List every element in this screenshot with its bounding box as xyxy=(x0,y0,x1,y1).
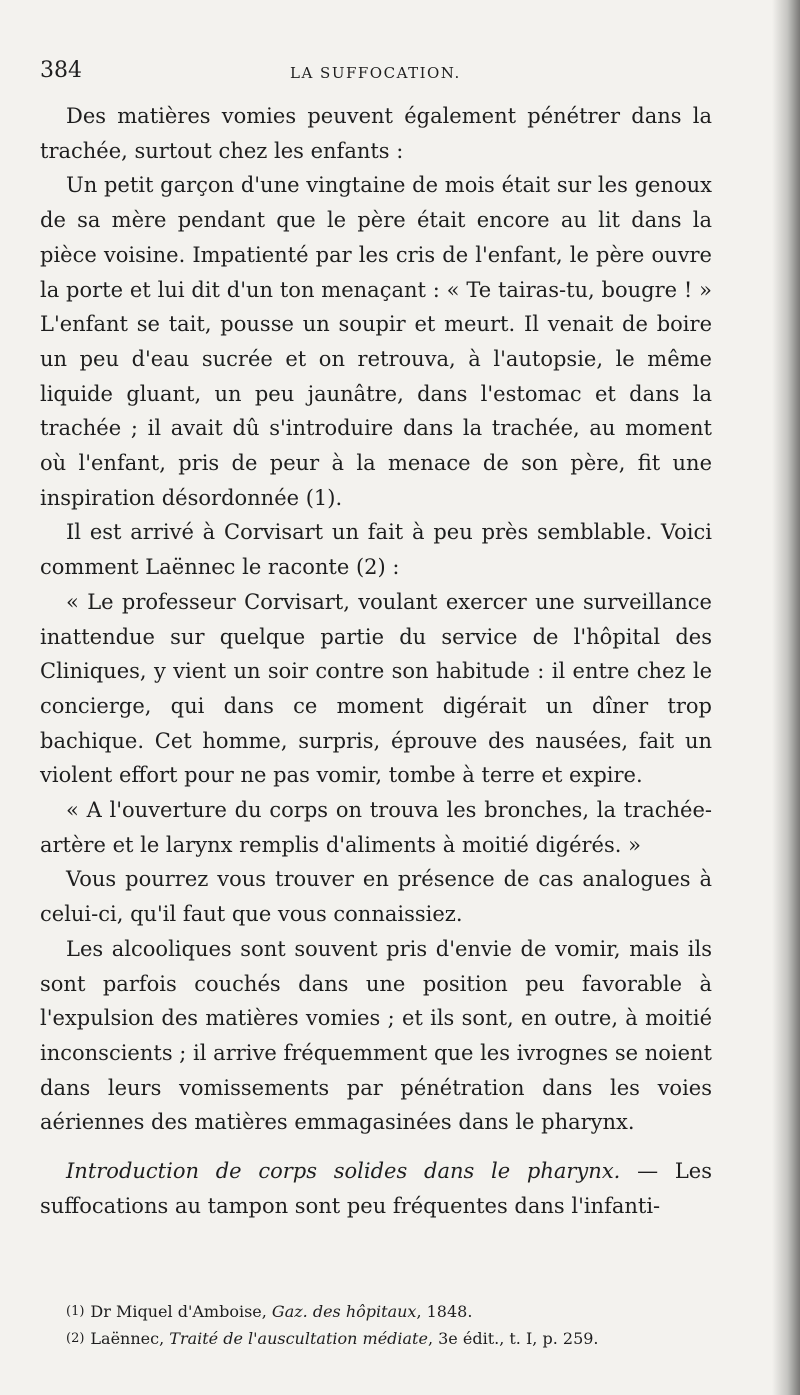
section-text: — Les suffocations au tampon sont peu fréquentes dans l'infanti- xyxy=(40,1159,712,1218)
body-text xyxy=(40,99,712,1224)
footnote xyxy=(66,1325,706,1352)
quote-paragraph: « Le professeur Corvisart, voulant exercer une surveillance inattendue sur quelque partie du service de l'hôpital des Cliniques, y vient un soir contre son habitude : il entre chez le concierge, qui dans ce moment digérait un dîner trop bachique. Cet homme, surpris, éprouve des nausées, fait un violent effort pour ne pas vomir, tombe à terre et expire. xyxy=(40,589,712,788)
footnote-mark: (2) xyxy=(66,1331,85,1346)
page-number: 384 xyxy=(40,58,82,83)
footnote-work: Gaz. des hôpitaux xyxy=(271,1302,417,1321)
footnote-rest: , 3e édit., t. I, p. 259. xyxy=(427,1329,599,1348)
section-paragraph xyxy=(40,1154,712,1223)
footnote-mark: (1) xyxy=(66,1304,85,1319)
page-edge-shadow xyxy=(772,0,800,1395)
paragraph: Vous pourrez vous trouver en présence de cas analogues à celui-ci, qu'il faut que vous connaissiez. xyxy=(40,867,712,927)
footnotes xyxy=(66,1298,706,1352)
paragraph: Les alcooliques sont souvent pris d'envie de vomir, mais ils sont parfois couchés dans une position peu favorable à l'expulsion des matières vomies ; et ils sont, en outre, à moitié inconscients ; il arrive fréquemment que les ivrognes se noient dans leurs vomissements par pénétration dans les voies aériennes des matières emmagasinées dans le pharynx. xyxy=(40,936,712,1135)
page-header xyxy=(40,58,712,90)
footnote xyxy=(66,1298,706,1325)
footnote-author: Dr Miquel d'Amboise, xyxy=(90,1302,272,1321)
section-title: Introduction de corps solides dans le pharynx. xyxy=(66,1159,621,1184)
paragraph: Il est arrivé à Corvisart un fait à peu près semblable. Voici comment Laënnec le raconte (2) : xyxy=(40,520,712,580)
quote-paragraph: « A l'ouverture du corps on trouva les bronches, la trachée-artère et le larynx remplis d'aliments à moitié digérés. » xyxy=(40,798,712,857)
running-title: LA SUFFOCATION. xyxy=(290,64,461,82)
paragraph: Un petit garçon d'une vingtaine de mois était sur les genoux de sa mère pendant que le père était encore au lit dans la pièce voisine. Impatienté par les cris de l'enfant, le père ouvre la porte et lui dit d'un ton menaçant : « Te tairas-tu, bougre ! » L'enfant se tait, pousse un soupir et meurt. Il venait de boire un peu d'eau sucrée et on retrouva, à l'autopsie, le même liquide gluant, un peu jaunâtre, dans l'estomac et dans la trachée ; il avait dû s'introduire dans la trachée, au moment où l'enfant, pris de peur à la menace de son père, fit une inspiration désordonnée (1). xyxy=(40,173,712,510)
footnote-work: Traité de l'auscultation médiate xyxy=(169,1329,428,1348)
footnote-rest: , 1848. xyxy=(416,1302,473,1321)
paragraph: Des matières vomies peuvent également pénétrer dans la trachée, surtout chez les enfants : xyxy=(40,104,712,163)
footnote-author: Laënnec, xyxy=(90,1329,170,1348)
